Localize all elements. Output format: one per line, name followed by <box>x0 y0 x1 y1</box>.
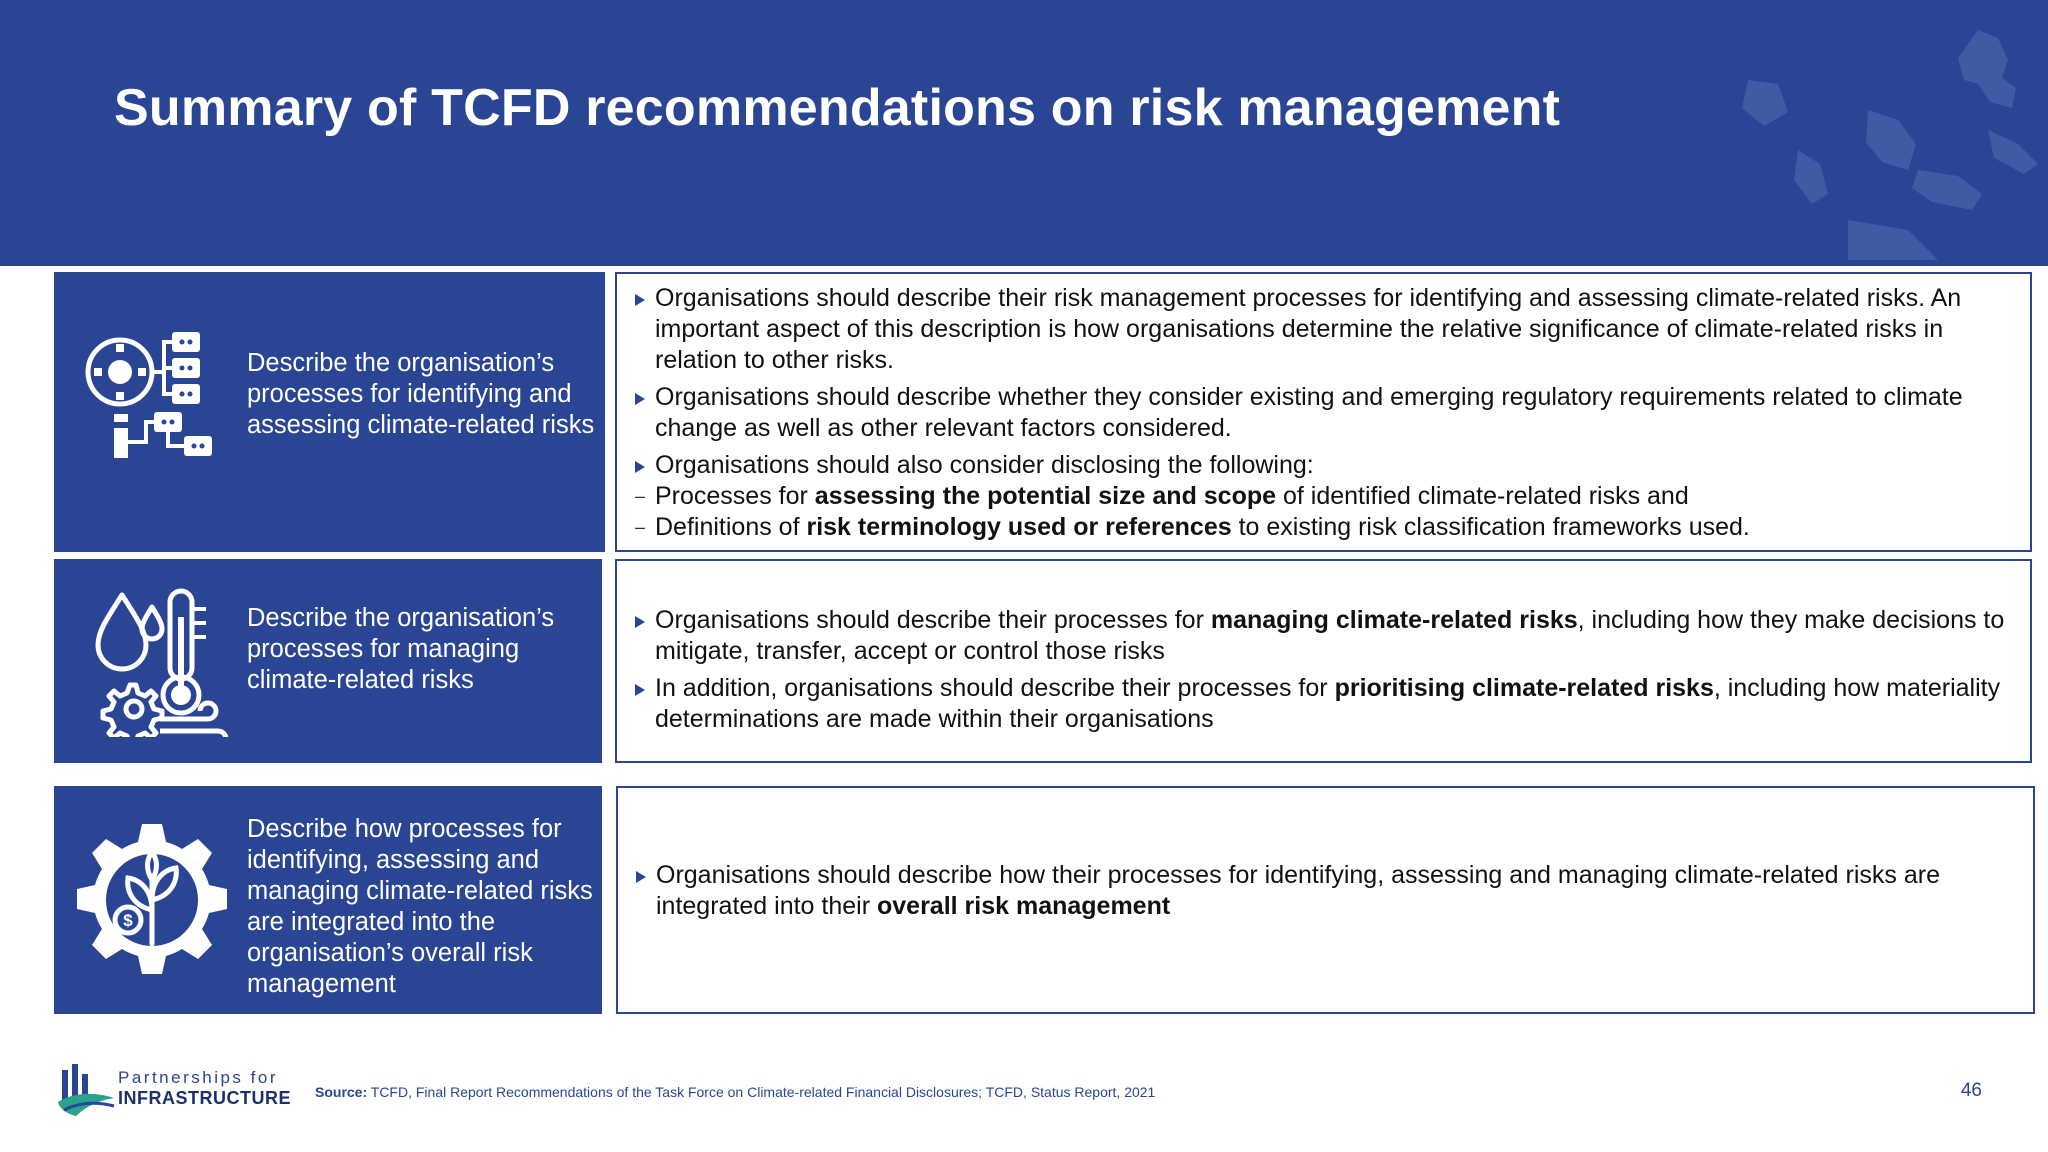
bullet-list <box>634 860 2015 928</box>
sub-bullet-item: – Definitions of risk terminology used or references to existing risk classification frameworks used. <box>633 512 2012 543</box>
page-title: Summary of TCFD recommendations on risk management <box>114 79 1561 137</box>
recommendation-label: Describe the organisation’s processes for identifying and assessing climate-related risks <box>247 349 595 439</box>
bullet-item: In addition, organisations should describe their processes for prioritising climate-related risks, including how materiality determinations are made within their organisations <box>633 673 2012 735</box>
header-banner <box>0 0 2048 266</box>
partnerships-logo <box>56 1062 291 1118</box>
svg-text:$: $ <box>123 911 133 930</box>
recommendation-label-box <box>54 559 602 763</box>
logo-text-line2: INFRASTRUCTURE <box>118 1088 291 1108</box>
bullet-item: Organisations should describe how their processes for identifying, assessing and managing climate-related risks are integrated into their overall risk management <box>634 860 2015 922</box>
bullet-item: Organisations should also consider disclosing the following: <box>633 450 2012 481</box>
gear-plant-dollar-icon <box>72 820 232 980</box>
source-citation <box>315 1084 1155 1100</box>
world-map-decoration <box>1648 20 2048 266</box>
bullet-item: Organisations should describe their risk management processes for identifying and assessing climate-related risks. An important aspect of this description is how organisations determine the relative significance of climate-related risks in relation to other risks. <box>633 283 2012 376</box>
logo-text-line1: Partnerships for <box>118 1068 278 1087</box>
recommendation-detail-box <box>616 786 2035 1014</box>
recommendation-label-box <box>54 272 605 552</box>
bullet-item: Organisations should describe whether they consider existing and emerging regulatory requirements related to climate change as well as other relevant factors considered. <box>633 382 2012 444</box>
sub-bullet-item: – Processes for assessing the potential size and scope of identified climate-related risks and <box>633 481 2012 512</box>
recommendation-detail-box <box>615 272 2032 552</box>
recommendation-detail-box <box>615 559 2032 763</box>
process-flowchart-icon <box>84 328 214 458</box>
logo-mark-icon <box>56 1062 116 1118</box>
climate-risk-icon <box>90 587 230 737</box>
bullet-list <box>633 283 2012 543</box>
recommendation-label: Describe how processes for identifying, assessing and managing climate-related risks are integrated into the organisation’s overall risk management <box>247 815 593 998</box>
recommendation-row-1 <box>0 272 2048 552</box>
recommendation-row-2 <box>0 559 2048 763</box>
page-number: 46 <box>1960 1080 1982 1101</box>
source-text: TCFD, Final Report Recommendations of the Task Force on Climate-related Financial Disclosures; TCFD, Status Report, 2021 <box>370 1084 1156 1100</box>
recommendation-label: Describe the organisation’s processes for managing climate-related risks <box>247 604 555 694</box>
recommendation-row-3 <box>0 786 2048 1014</box>
bullet-item: Organisations should describe their processes for managing climate-related risks, including how they make decisions to mitigate, transfer, accept or control those risks <box>633 605 2012 667</box>
bullet-list <box>633 605 2012 741</box>
source-label: Source: <box>315 1084 368 1100</box>
recommendation-label-box <box>54 786 602 1014</box>
